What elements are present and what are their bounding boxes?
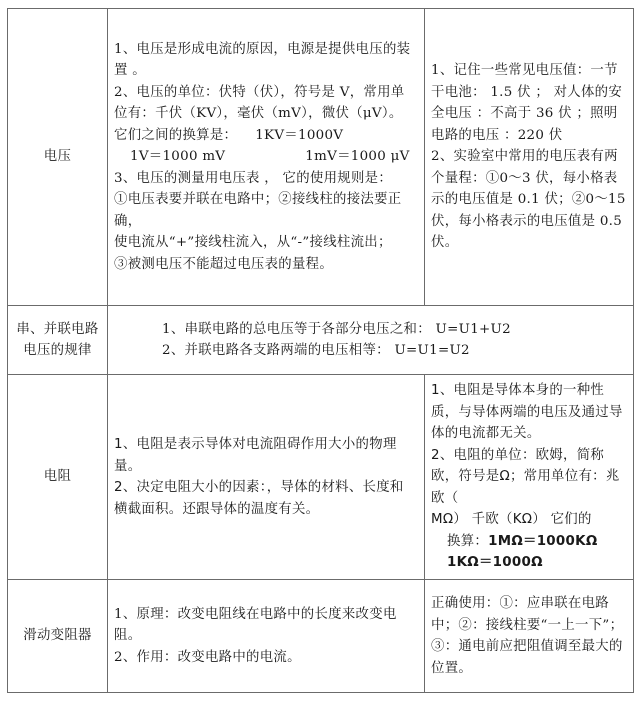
resistance-property: 1、电阻是导体本身的一种性质，与导体两端的电压及通过导体的电流都无关。 <box>431 383 623 442</box>
voltmeter-rule-3: ③被测电压不能超过电压表的量程。 <box>114 256 334 272</box>
resistance-factors-cont: 横截面积。还跟导体的温度有关。 <box>114 501 320 517</box>
voltage-units: 2、电压的单位：伏特（伏），符号是 V，常用单位有：千伏（KV），毫伏（mV），微伏（μV）。 <box>114 84 405 122</box>
voltmeter-rule-1-2: ①电压表要并联在电路中；②接线柱的接法要正确， <box>114 192 402 229</box>
resistance-units: 2、电阻的单位：欧姆，简称欧，符号是Ω；常用单位有：兆欧（ <box>431 447 620 506</box>
topic-cell: 电阻 <box>8 375 108 580</box>
table-row-resistance <box>8 375 634 580</box>
topic-cell: 滑动变阻器 <box>8 580 108 693</box>
common-voltages: 1、记住一些常见电压值：一节干电池： 1.5 伏 ； 对人体的安全电压 ：不高于 36 伏 ；照明电路的电压 ：220 伏 <box>431 63 623 143</box>
voltmeter-rules-heading: 3、电压的测量用电压表 ， 它的使用规则是： <box>114 170 393 186</box>
table-row-circuit-law <box>8 306 634 375</box>
resistance-conversion: 换算：1MΩ＝1000KΩ <box>447 533 598 549</box>
note-cell <box>425 9 634 306</box>
rheostat-function: 2、作用：改变电路中的电流。 <box>114 649 301 665</box>
table-row-voltage <box>8 9 634 306</box>
voltage-conversion-2: 1V＝1000 mV 1mV＝1000 μV <box>130 149 410 165</box>
table-row-rheostat <box>8 580 634 693</box>
topic-cell: 串、并联电路电压的规律 <box>8 306 108 375</box>
voltmeter-rule-current-direction: 使电流从“+”接线柱流入，从“-”接线柱流出； <box>114 235 392 251</box>
resistance-units-cont: MΩ） 千欧（KΩ） 它们的 <box>431 512 592 528</box>
content-cell <box>108 375 425 580</box>
voltage-conversion: 它们之间的换算是： 1KV＝1000V <box>114 127 344 143</box>
voltmeter-ranges: 2、实验室中常用的电压表有两个量程：①0～3 伏，每小格表示的电压值是 0.1 伏；②0～15 伏，每小格表示的电压值是 0.5 伏。 <box>431 149 626 251</box>
physics-notes-table <box>7 8 634 693</box>
content-cell <box>108 580 425 693</box>
content-cell <box>108 306 634 375</box>
resistance-definition: 1、电阻是表示导体对电流阻碍作用大小的物理量。 <box>114 437 397 474</box>
parallel-law: 2、并联电路各支路两端的电压相等： U=U1=U2 <box>162 343 470 358</box>
series-law: 1、串联电路的总电压等于各部分电压之和： U=U1+U2 <box>162 321 511 337</box>
rheostat-usage: 正确使用：①：应串联在电路中；②：接线柱要“一上一下”； <box>431 596 624 633</box>
rheostat-usage-3: ③：通电前应把阻值调至最大的位置。 <box>431 639 623 676</box>
resistance-factors: 2、决定电阻大小的因素：，导体的材料、长度和 <box>114 480 404 495</box>
topic-cell: 电压 <box>8 9 108 306</box>
content-cell <box>108 9 425 306</box>
resistance-conversion-2: 1KΩ＝1000Ω <box>447 555 543 571</box>
rheostat-principle: 1、原理：改变电阻线在电路中的长度来改变电阻。 <box>114 606 397 644</box>
note-cell <box>425 375 634 580</box>
note-cell <box>425 580 634 693</box>
voltage-definition: 1、电压是形成电流的原因，电源是提供电压的装置 。 <box>114 41 411 79</box>
